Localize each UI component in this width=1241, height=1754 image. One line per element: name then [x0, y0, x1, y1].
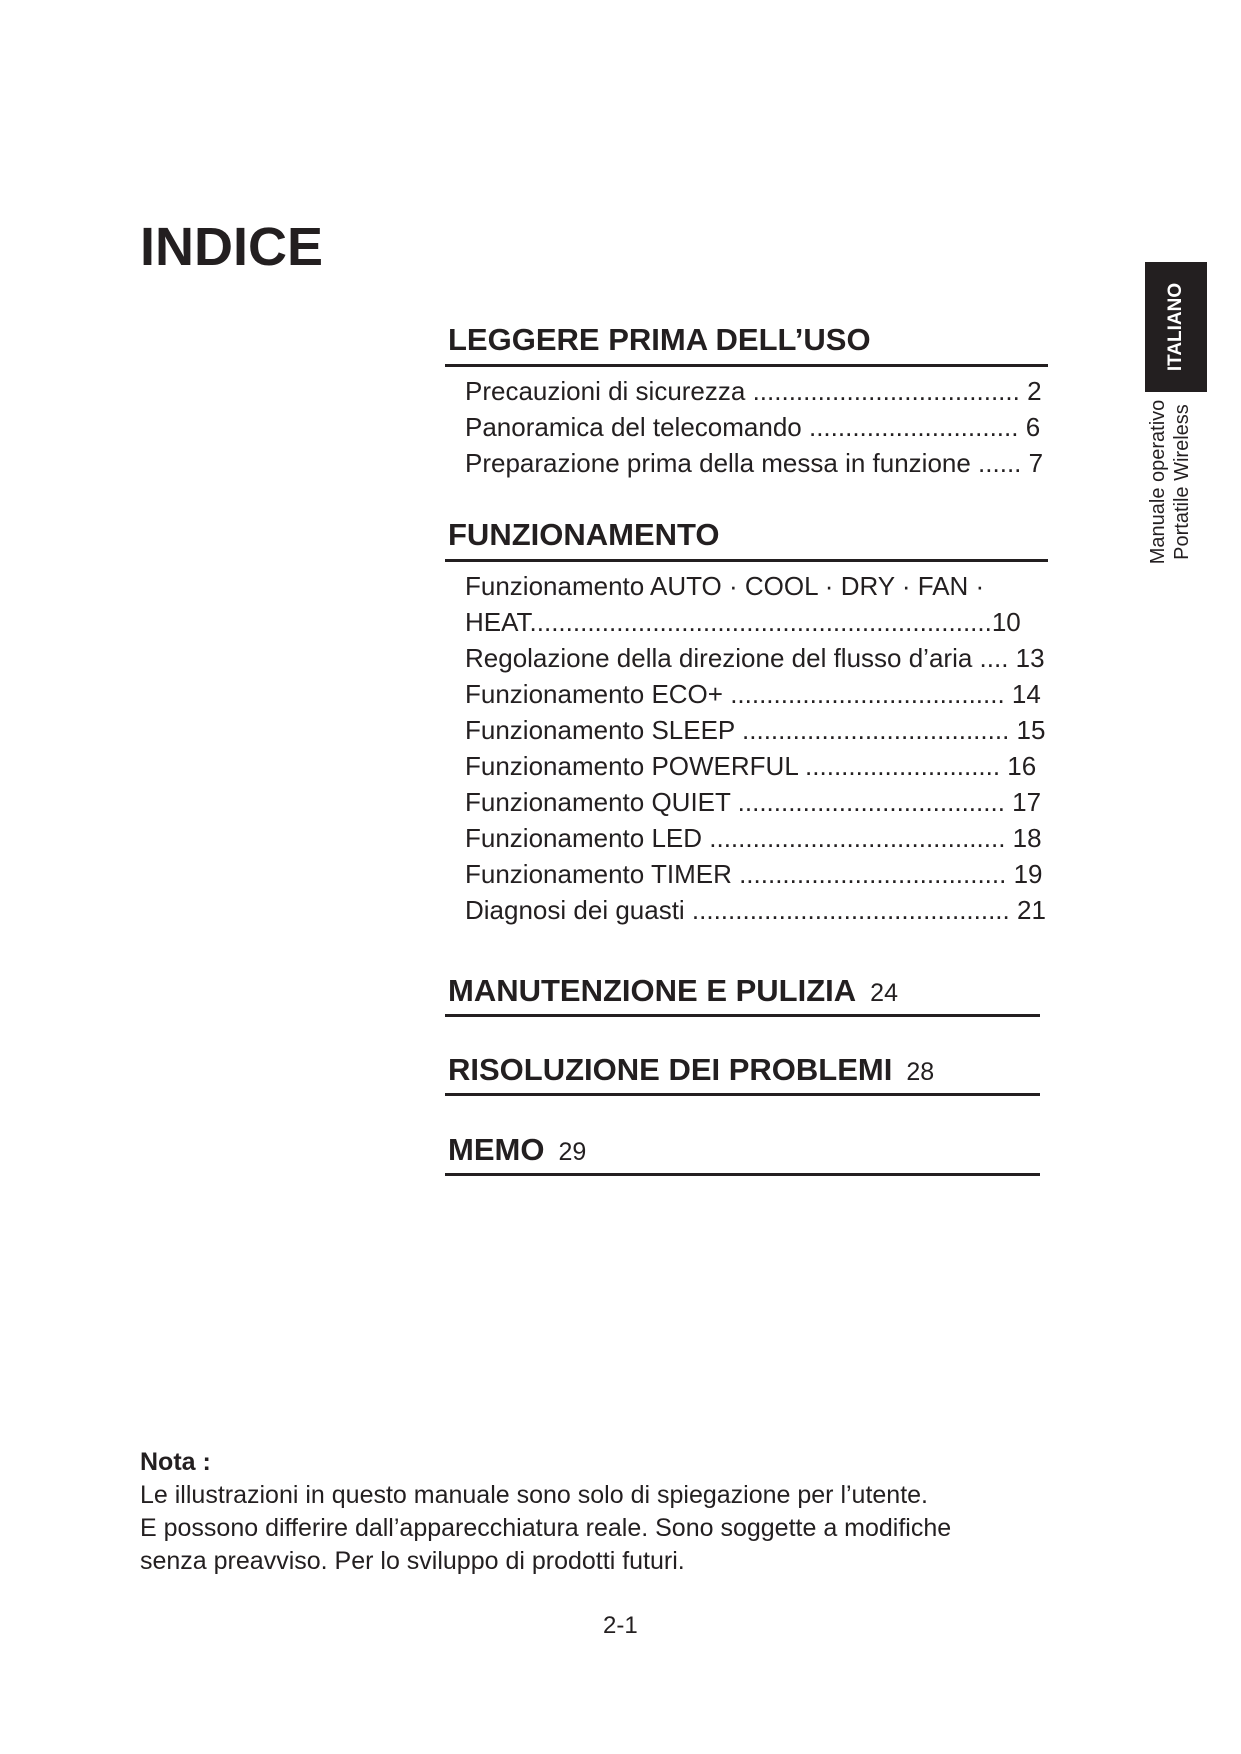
section-rule — [445, 1014, 1040, 1017]
toc-entry: Funzionamento AUTO · COOL · DRY · FAN · — [465, 571, 985, 601]
section-page-number: 29 — [558, 1138, 587, 1166]
language-tab-label: ITALIANO — [1165, 282, 1186, 372]
section-rule — [445, 559, 1048, 562]
section-page-number: 24 — [870, 979, 898, 1007]
section-rule — [445, 1093, 1040, 1096]
section-heading-memo — [448, 1134, 586, 1165]
note-title: Nota : — [140, 1448, 211, 1476]
toc-entry: Funzionamento ECO+ ...................................... 14 — [465, 679, 1041, 709]
manual-subtitle-line-1: Manuale operativo — [1147, 399, 1169, 565]
section-heading-text: MANUTENZIONE E PULIZIA — [448, 973, 857, 1008]
note-block — [140, 1446, 951, 1578]
toc-entry: Precauzioni di sicurezza ..................................... 2 — [465, 376, 1042, 406]
section-heading-manutenzione — [448, 975, 898, 1006]
manual-subtitle-line-2: Portatile Wireless — [1171, 404, 1193, 560]
toc-entry: Diagnosi dei guasti ............................................ 21 — [465, 895, 1046, 925]
section-heading-text: MEMO — [448, 1132, 545, 1167]
section-heading-text: RISOLUZIONE DEI PROBLEMI — [448, 1052, 893, 1087]
section-heading-leggere: LEGGERE PRIMA DELL’USO — [448, 322, 871, 357]
note-line: senza preavviso. Per lo sviluppo di prodotti futuri. — [140, 1547, 685, 1575]
section-rule — [445, 1173, 1040, 1176]
toc-entry: Preparazione prima della messa in funzione ...... 7 — [465, 448, 1044, 478]
section-page-number: 28 — [906, 1058, 935, 1086]
toc-entry: Funzionamento LED ......................................... 18 — [465, 823, 1042, 853]
toc-entry: Funzionamento TIMER ..................................... 19 — [465, 859, 1043, 889]
toc-entry: Panoramica del telecomando ............................. 6 — [465, 412, 1041, 442]
section-heading-funzionamento: FUNZIONAMENTO — [448, 517, 720, 552]
toc-entry: HEAT................................................................10 — [465, 607, 1021, 637]
section-heading-risoluzione — [448, 1054, 934, 1085]
toc-entry: Funzionamento SLEEP ..................................... 15 — [465, 715, 1046, 745]
manual-subtitle — [1146, 400, 1194, 565]
note-line: Le illustrazioni in questo manuale sono solo di spiegazione per l’utente. — [140, 1481, 929, 1509]
toc-entry: Funzionamento POWERFUL ........................... 16 — [465, 751, 1037, 781]
toc-entry: Funzionamento QUIET ..................................... 17 — [465, 787, 1042, 817]
page-number: 2-1 — [603, 1612, 638, 1639]
toc-entry: Regolazione della direzione del flusso d’aria .... 13 — [465, 643, 1045, 673]
section-rule — [445, 364, 1048, 367]
page-title: INDICE — [140, 217, 324, 277]
note-line: E possono differire dall’apparecchiatura reale. Sono soggette a modifiche — [140, 1514, 952, 1542]
